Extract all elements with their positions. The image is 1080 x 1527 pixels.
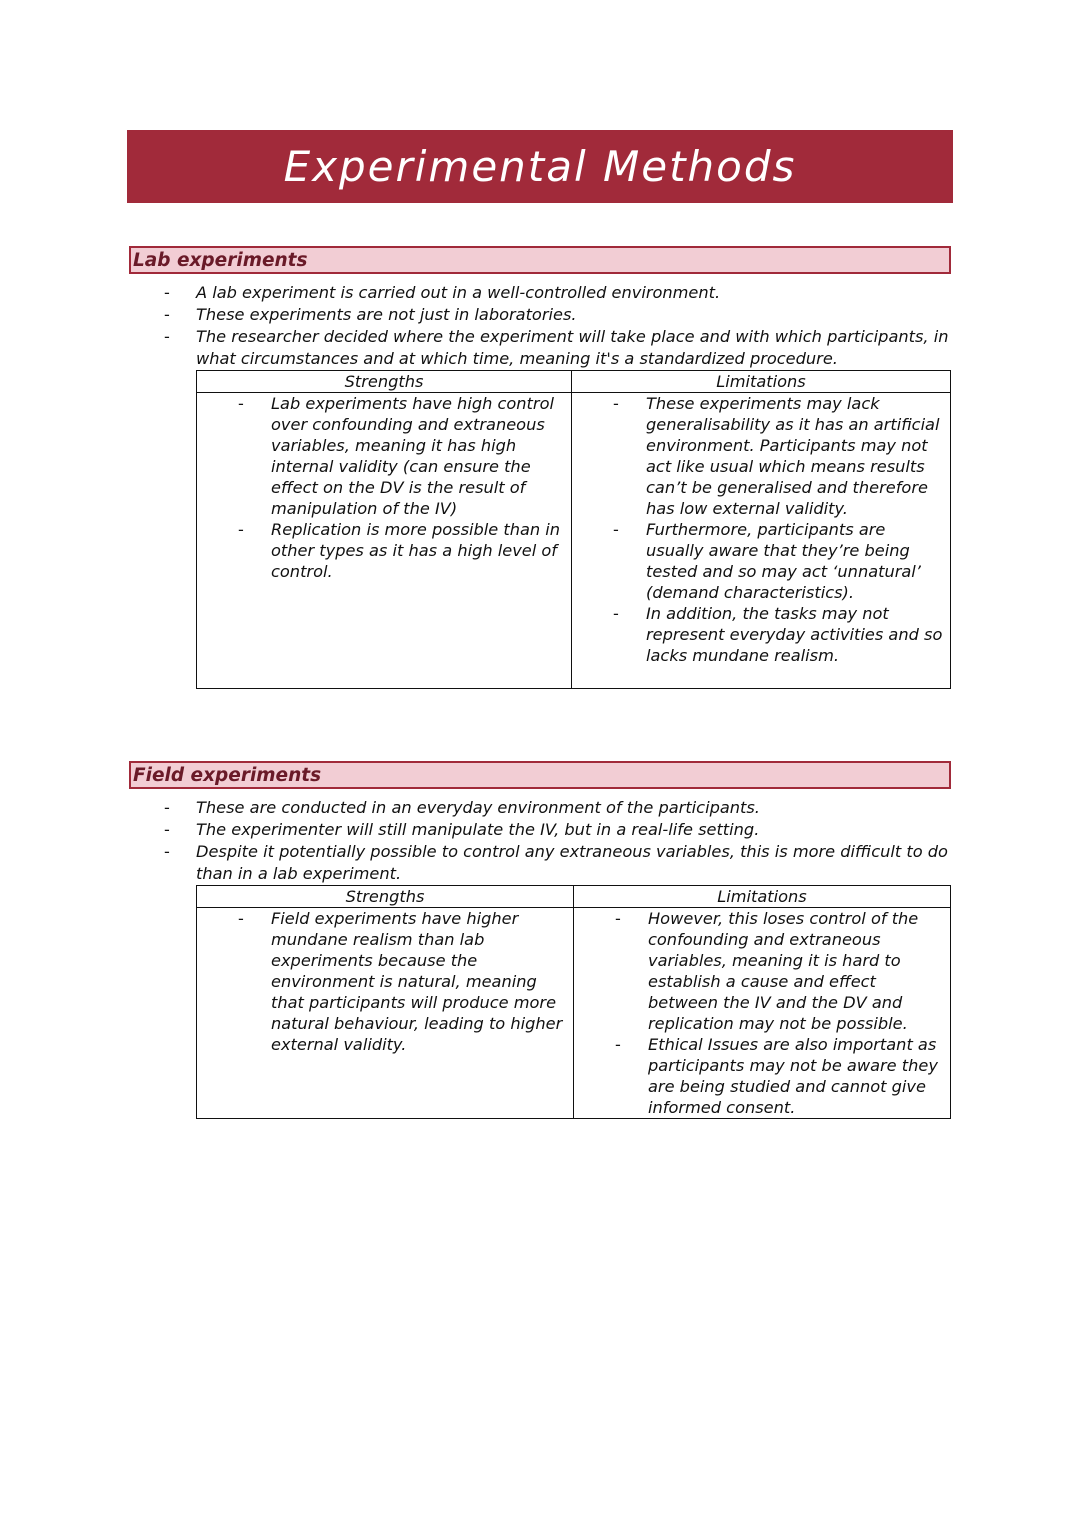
strengths-header: Strengths <box>197 371 572 393</box>
limitation-item: - Ethical Issues are also important as participants may not be aware they are being studied and cannot give informed consent. <box>574 1034 950 1118</box>
strengths-header: Strengths <box>197 886 574 908</box>
limitations-cell <box>572 393 951 689</box>
strengths-limitations-table <box>196 370 951 689</box>
strength-item: - Lab experiments have high control over confounding and extraneous variables, meaning it has high internal validity (can ensure the effect on the DV is the result of manipulation of the IV) <box>197 393 571 519</box>
strength-item: - Replication is more possible than in other types as it has a high level of control. <box>197 519 571 582</box>
limitation-item: - However, this loses control of the confounding and extraneous variables, meaning it is hard to establish a cause and effect between the IV and the DV and replication may not be possible. <box>574 908 950 1034</box>
section-heading: Field experiments <box>133 764 322 786</box>
section-lab-experiments <box>129 246 951 689</box>
list-item: - A lab experiment is carried out in a well-controlled environment. <box>129 282 951 304</box>
strengths-cell <box>197 908 574 1119</box>
section-field-experiments <box>129 761 951 1119</box>
strengths-cell <box>197 393 572 689</box>
list-item: - The researcher decided where the experiment will take place and with which participants, in what circumstances and at which time, meaning it's a standardized procedure. <box>129 326 951 370</box>
limitation-item: - These experiments may lack generalisability as it has an artificial environment. Participants may not act like usual which means results can’t be generalised and therefore has low external validity. <box>572 393 950 519</box>
limitations-header: Limitations <box>572 371 951 393</box>
list-item: - Despite it potentially possible to control any extraneous variables, this is more difficult to do than in a lab experiment. <box>129 841 951 885</box>
strengths-limitations-table <box>196 885 951 1119</box>
section-heading: Lab experiments <box>133 249 308 271</box>
list-item: - These experiments are not just in laboratories. <box>129 304 951 326</box>
section-header <box>129 246 951 274</box>
bullet-list <box>129 797 951 885</box>
bullet-list <box>129 282 951 370</box>
list-item: - The experimenter will still manipulate the IV, but in a real-life setting. <box>129 819 951 841</box>
limitations-header: Limitations <box>574 886 951 908</box>
title-banner <box>130 130 950 203</box>
page-title: Experimental Methods <box>283 142 797 191</box>
section-header <box>129 761 951 789</box>
limitations-cell <box>574 908 951 1119</box>
list-item: - These are conducted in an everyday environment of the participants. <box>129 797 951 819</box>
limitation-item: - Furthermore, participants are usually aware that they’re being tested and so may act ‘unnatural’ (demand characteristics). <box>572 519 950 603</box>
limitation-item: - In addition, the tasks may not represent everyday activities and so lacks mundane realism. <box>572 603 950 666</box>
strength-item: - Field experiments have higher mundane realism than lab experiments because the environment is natural, meaning that participants will produce more natural behaviour, leading to higher external validity. <box>197 908 573 1055</box>
